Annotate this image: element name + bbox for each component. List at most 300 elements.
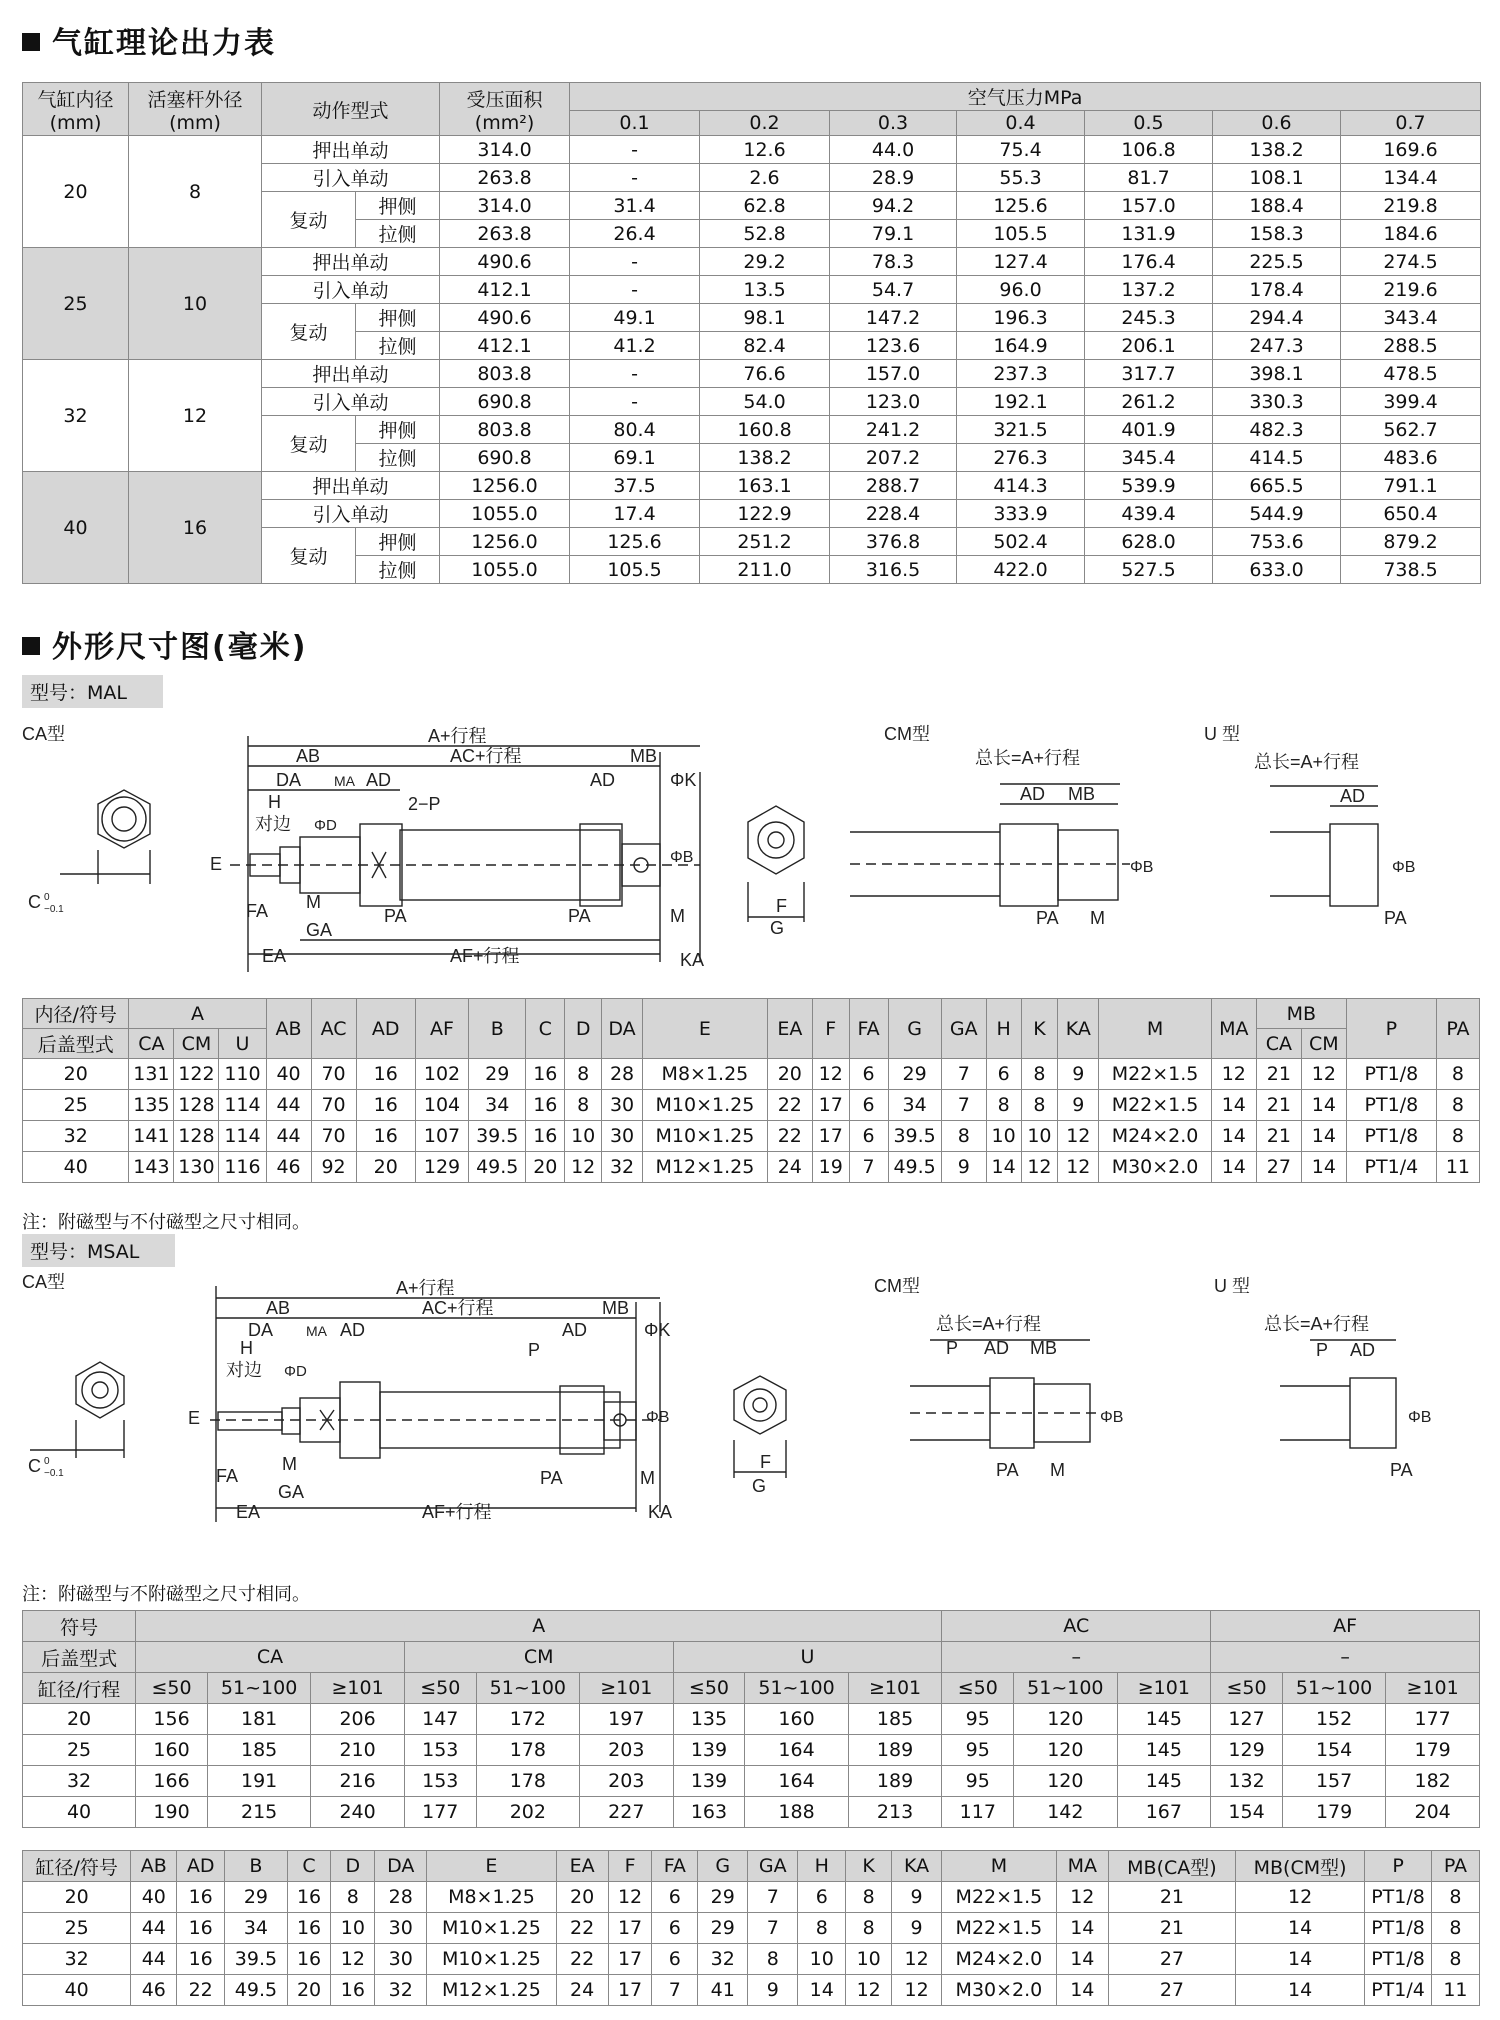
value-cell: 20 xyxy=(23,1882,131,1913)
header-cell: K xyxy=(1021,999,1058,1059)
value-cell: 10 xyxy=(1021,1121,1058,1152)
rod-cell: 8 xyxy=(129,136,262,248)
value-cell: 21 xyxy=(1108,1913,1235,1944)
value-cell: 142 xyxy=(1014,1797,1117,1828)
value-cell: 130 xyxy=(174,1152,219,1183)
msal-dim-g: G xyxy=(752,1476,767,1496)
value-cell: 321.5 xyxy=(957,416,1085,444)
msal-ca-type-label: CA型 xyxy=(22,1272,66,1292)
value-cell: 177 xyxy=(404,1797,476,1828)
action-cell: 押出单动 xyxy=(262,136,440,164)
header-pressure-value: 0.3 xyxy=(830,111,957,136)
value-cell: 527.5 xyxy=(1085,556,1213,584)
action-side-cell: 拉侧 xyxy=(356,332,440,360)
value-cell: 13.5 xyxy=(700,276,830,304)
header-cell: AC xyxy=(311,999,356,1059)
value-cell: 1256.0 xyxy=(440,528,570,556)
msal-dim-cm-mb: MB xyxy=(1030,1338,1057,1358)
value-cell: M10×1.25 xyxy=(427,1944,556,1975)
value-cell: 803.8 xyxy=(440,416,570,444)
section-title-force xyxy=(22,18,276,62)
value-cell: 55.3 xyxy=(957,164,1085,192)
header-pressure-value: 0.4 xyxy=(957,111,1085,136)
dim-ea: EA xyxy=(262,946,287,966)
action-cell: 押出单动 xyxy=(262,360,440,388)
value-cell: 12 xyxy=(1058,1152,1099,1183)
header-cell: CM xyxy=(404,1642,673,1673)
header-pressure-value: 0.5 xyxy=(1085,111,1213,136)
header-action: 动作型式 xyxy=(262,83,440,136)
header-cell: MB xyxy=(1256,999,1346,1029)
header-cell: 缸径/符号 xyxy=(23,1851,131,1882)
value-cell: 172 xyxy=(476,1704,579,1735)
value-cell: 40 xyxy=(23,1975,131,2006)
value-cell: 22 xyxy=(767,1090,812,1121)
value-cell: 544.9 xyxy=(1213,500,1341,528)
action-side-cell: 拉侧 xyxy=(356,444,440,472)
header-row xyxy=(23,1642,1480,1673)
value-cell: 25 xyxy=(23,1090,129,1121)
value-cell: 2.6 xyxy=(700,164,830,192)
dim-2p: 2−P xyxy=(408,794,441,814)
value-cell: 9 xyxy=(1058,1090,1099,1121)
value-cell: 29 xyxy=(888,1059,941,1090)
header-row xyxy=(23,1851,1480,1882)
value-cell: 30 xyxy=(375,1913,427,1944)
value-cell: 219.6 xyxy=(1341,276,1481,304)
action-cell: 押出单动 xyxy=(262,248,440,276)
value-cell: 96.0 xyxy=(957,276,1085,304)
value-cell: 102 xyxy=(415,1059,468,1090)
value-cell: 32 xyxy=(698,1944,748,1975)
value-cell: 39.5 xyxy=(888,1121,941,1152)
cm-rear-cap xyxy=(1000,824,1058,906)
value-cell: 17 xyxy=(812,1090,849,1121)
value-cell: 105.5 xyxy=(570,556,700,584)
value-cell: 16 xyxy=(356,1121,415,1152)
header-cell: P xyxy=(1346,999,1436,1059)
value-cell: 14 xyxy=(986,1152,1021,1183)
header-cell: CM xyxy=(174,1029,219,1059)
msal-cm-type-label: CM型 xyxy=(874,1276,920,1296)
msal-dim-c: C xyxy=(28,1456,41,1476)
value-cell: 28 xyxy=(375,1882,427,1913)
value-cell: - xyxy=(570,248,700,276)
value-cell: 34 xyxy=(888,1090,941,1121)
value-cell: 49.5 xyxy=(469,1152,526,1183)
value-cell: 95 xyxy=(942,1766,1014,1797)
value-cell: 26.4 xyxy=(570,220,700,248)
value-cell: 182 xyxy=(1386,1766,1480,1797)
value-cell: 24 xyxy=(767,1152,812,1183)
value-cell: M24×2.0 xyxy=(1099,1121,1212,1152)
value-cell: 145 xyxy=(1117,1766,1211,1797)
value-cell: - xyxy=(570,136,700,164)
value-cell: 44 xyxy=(266,1090,311,1121)
dim-k: ΦK xyxy=(670,770,697,790)
value-cell: 14 xyxy=(1235,1975,1364,2006)
header-cell: CM xyxy=(1301,1029,1346,1059)
value-cell: 8 xyxy=(1436,1121,1479,1152)
value-cell: 478.5 xyxy=(1341,360,1481,388)
value-cell: 158.3 xyxy=(1213,220,1341,248)
dim-pa: PA xyxy=(384,906,407,926)
value-cell: 127.4 xyxy=(957,248,1085,276)
msal-dim-ma: MA xyxy=(306,1323,327,1339)
value-cell: 114 xyxy=(219,1090,266,1121)
value-cell: 7 xyxy=(941,1059,986,1090)
value-cell: 44 xyxy=(131,1944,177,1975)
header-cell: G xyxy=(698,1851,748,1882)
value-cell: 399.4 xyxy=(1341,388,1481,416)
dim-ab: AB xyxy=(296,746,321,766)
value-cell: 70 xyxy=(311,1059,356,1090)
value-cell: 143 xyxy=(129,1152,174,1183)
action-cell: 复动 xyxy=(262,416,356,472)
header-cell: – xyxy=(1211,1642,1480,1673)
table-row xyxy=(23,136,1481,164)
value-cell: 343.4 xyxy=(1341,304,1481,332)
value-cell: 20 xyxy=(356,1152,415,1183)
value-cell: 192.1 xyxy=(957,388,1085,416)
value-cell: PT1/8 xyxy=(1365,1944,1432,1975)
header-cell: CA xyxy=(136,1642,405,1673)
header-cell: 符号 xyxy=(23,1611,136,1642)
value-cell: 422.0 xyxy=(957,556,1085,584)
ca-type-label: CA型 xyxy=(22,724,66,744)
header-cell: 内径/符号 xyxy=(23,999,129,1029)
header-cell: P xyxy=(1365,1851,1432,1882)
value-cell: 27 xyxy=(1108,1944,1235,1975)
value-cell: 7 xyxy=(849,1152,888,1183)
header-cell: 后盖型式 xyxy=(23,1642,136,1673)
msal-dim-c-tol-top: 0 xyxy=(44,1456,50,1467)
value-cell: 16 xyxy=(331,1975,375,2006)
header-cell: D xyxy=(565,999,602,1059)
force-table xyxy=(22,82,1481,584)
value-cell: 263.8 xyxy=(440,220,570,248)
msal-dim-ad: AD xyxy=(340,1320,366,1340)
bore-cell: 20 xyxy=(23,136,129,248)
value-cell: 40 xyxy=(131,1882,177,1913)
header-cell: DA xyxy=(375,1851,427,1882)
value-cell: M10×1.25 xyxy=(643,1090,768,1121)
header-cell: ≤50 xyxy=(1211,1673,1283,1704)
value-cell: 245.3 xyxy=(1085,304,1213,332)
msal-dim-cm-p: P xyxy=(946,1338,959,1358)
value-cell: 9 xyxy=(892,1913,942,1944)
value-cell: 204 xyxy=(1386,1797,1480,1828)
value-cell: 189 xyxy=(848,1735,942,1766)
value-cell: 227 xyxy=(580,1797,674,1828)
msal-dim-u-ad: AD xyxy=(1350,1340,1376,1360)
header-cell: 51~100 xyxy=(1282,1673,1385,1704)
value-cell: 216 xyxy=(311,1766,405,1797)
value-cell: 32 xyxy=(602,1152,643,1183)
value-cell: 314.0 xyxy=(440,192,570,220)
dim-u-b: ΦB xyxy=(1392,859,1416,876)
header-cell: D xyxy=(331,1851,375,1882)
value-cell: 138.2 xyxy=(700,444,830,472)
value-cell: 123.6 xyxy=(830,332,957,360)
dim-pa-rear: PA xyxy=(568,906,591,926)
value-cell: 21 xyxy=(1256,1090,1301,1121)
value-cell: 376.8 xyxy=(830,528,957,556)
value-cell: 12 xyxy=(1301,1059,1346,1090)
header-cell: EA xyxy=(767,999,812,1059)
dim-c-tol-top: 0 xyxy=(44,892,50,903)
value-cell: 114 xyxy=(219,1121,266,1152)
value-cell: 95 xyxy=(942,1704,1014,1735)
rear-hex-view xyxy=(748,806,804,874)
value-cell: 176.4 xyxy=(1085,248,1213,276)
header-cell: U xyxy=(673,1642,942,1673)
value-cell: 412.1 xyxy=(440,276,570,304)
value-cell: 120 xyxy=(1014,1735,1117,1766)
value-cell: 8 xyxy=(846,1882,892,1913)
value-cell: 14 xyxy=(1211,1152,1256,1183)
value-cell: 8 xyxy=(1436,1059,1479,1090)
dim-u-pa: PA xyxy=(1384,908,1407,928)
header-cell: AF xyxy=(415,999,468,1059)
value-cell: 22 xyxy=(556,1944,608,1975)
value-cell: PT1/8 xyxy=(1346,1059,1436,1090)
msal-dim-u-b: ΦB xyxy=(1408,1409,1432,1426)
value-cell: 414.5 xyxy=(1213,444,1341,472)
header-cell: 51~100 xyxy=(1014,1673,1117,1704)
value-cell: 189 xyxy=(848,1766,942,1797)
table-row xyxy=(23,1766,1480,1797)
value-cell: 141 xyxy=(129,1121,174,1152)
bore-cell: 32 xyxy=(23,360,129,472)
table-row xyxy=(23,1882,1480,1913)
table-row xyxy=(23,1704,1480,1735)
value-cell: 16 xyxy=(526,1090,565,1121)
value-cell: 211.0 xyxy=(700,556,830,584)
value-cell: 439.4 xyxy=(1085,500,1213,528)
value-cell: 157.0 xyxy=(830,360,957,388)
value-cell: 14 xyxy=(1301,1121,1346,1152)
value-cell: 20 xyxy=(23,1059,129,1090)
value-cell: 70 xyxy=(311,1121,356,1152)
header-cell: F xyxy=(608,1851,652,1882)
value-cell: 14 xyxy=(1235,1913,1364,1944)
header-cell: KA xyxy=(892,1851,942,1882)
value-cell: 52.8 xyxy=(700,220,830,248)
value-cell: 414.3 xyxy=(957,472,1085,500)
value-cell: 8 xyxy=(986,1090,1021,1121)
value-cell: PT1/4 xyxy=(1346,1152,1436,1183)
value-cell: PT1/8 xyxy=(1346,1121,1436,1152)
value-cell: 120 xyxy=(1014,1704,1117,1735)
value-cell: 16 xyxy=(356,1059,415,1090)
value-cell: 75.4 xyxy=(957,136,1085,164)
action-cell: 引入单动 xyxy=(262,276,440,304)
msal-dim-ka: KA xyxy=(648,1502,673,1522)
square-bullet-icon xyxy=(22,33,40,51)
table-row xyxy=(23,472,1481,500)
value-cell: 8 xyxy=(1021,1090,1058,1121)
value-cell: 263.8 xyxy=(440,164,570,192)
value-cell: - xyxy=(570,388,700,416)
value-cell: 8 xyxy=(1431,1944,1479,1975)
value-cell: M22×1.5 xyxy=(942,1882,1057,1913)
value-cell: 122 xyxy=(174,1059,219,1090)
value-cell: 19 xyxy=(812,1152,849,1183)
header-row xyxy=(23,83,1481,111)
value-cell: 104 xyxy=(415,1090,468,1121)
value-cell: 12 xyxy=(892,1975,942,2006)
header-cell: E xyxy=(427,1851,556,1882)
value-cell: 145 xyxy=(1117,1735,1211,1766)
value-cell: M22×1.5 xyxy=(942,1913,1057,1944)
value-cell: 690.8 xyxy=(440,444,570,472)
value-cell: 160.8 xyxy=(700,416,830,444)
value-cell: 54.0 xyxy=(700,388,830,416)
value-cell: 40 xyxy=(23,1797,136,1828)
value-cell: - xyxy=(570,360,700,388)
header-area: 受压面积 (mm²) xyxy=(440,83,570,136)
value-cell: 665.5 xyxy=(1213,472,1341,500)
note-mal: 注：附磁型与不付磁型之尺寸相同。 xyxy=(22,1212,310,1233)
value-cell: 12 xyxy=(1021,1152,1058,1183)
header-cell: B xyxy=(469,999,526,1059)
value-cell: 128 xyxy=(174,1121,219,1152)
header-cell: PA xyxy=(1431,1851,1479,1882)
value-cell: 39.5 xyxy=(225,1944,288,1975)
value-cell: 502.4 xyxy=(957,528,1085,556)
value-cell: 10 xyxy=(798,1944,846,1975)
value-cell: 879.2 xyxy=(1341,528,1481,556)
value-cell: 203 xyxy=(580,1766,674,1797)
value-cell: 10 xyxy=(986,1121,1021,1152)
value-cell: 9 xyxy=(941,1152,986,1183)
header-cell: A xyxy=(129,999,266,1029)
value-cell: 9 xyxy=(748,1975,798,2006)
value-cell: 8 xyxy=(1431,1882,1479,1913)
action-cell: 复动 xyxy=(262,192,356,248)
value-cell: 803.8 xyxy=(440,360,570,388)
value-cell: 17 xyxy=(608,1975,652,2006)
dim-across-flats: 对边 xyxy=(255,814,291,834)
msal-dim-mb: MB xyxy=(602,1298,629,1318)
value-cell: 261.2 xyxy=(1085,388,1213,416)
value-cell: 29 xyxy=(698,1913,748,1944)
value-cell: 10 xyxy=(331,1913,375,1944)
value-cell: PT1/8 xyxy=(1365,1882,1432,1913)
header-cell: A xyxy=(136,1611,942,1642)
value-cell: 98.1 xyxy=(700,304,830,332)
header-cell: K xyxy=(846,1851,892,1882)
value-cell: 32 xyxy=(375,1975,427,2006)
header-cell: H xyxy=(986,999,1021,1059)
dim-cm-b: ΦB xyxy=(1130,859,1154,876)
header-bore: 气缸内径 (mm) xyxy=(23,83,129,136)
value-cell: 8 xyxy=(565,1090,602,1121)
header-cell: CA xyxy=(129,1029,174,1059)
header-cell: AB xyxy=(131,1851,177,1882)
value-cell: 92 xyxy=(311,1152,356,1183)
u-rear-cap xyxy=(1330,824,1378,906)
square-bullet-icon xyxy=(22,637,40,655)
value-cell: 46 xyxy=(131,1975,177,2006)
value-cell: 16 xyxy=(177,1913,225,1944)
dim-m: M xyxy=(306,892,321,912)
dim-da: DA xyxy=(276,770,302,790)
msal-dimension-drawing xyxy=(0,1262,1500,1532)
header-cell: KA xyxy=(1058,999,1099,1059)
action-side-cell: 拉侧 xyxy=(356,556,440,584)
value-cell: 153 xyxy=(404,1735,476,1766)
header-cell: FA xyxy=(652,1851,698,1882)
value-cell: 6 xyxy=(849,1059,888,1090)
value-cell: 135 xyxy=(673,1704,745,1735)
header-cell: 51~100 xyxy=(476,1673,579,1704)
value-cell: M30×2.0 xyxy=(942,1975,1057,2006)
value-cell: 14 xyxy=(1301,1090,1346,1121)
value-cell: 156 xyxy=(136,1704,208,1735)
value-cell: 203 xyxy=(580,1735,674,1766)
table-row xyxy=(23,1059,1480,1090)
value-cell: 490.6 xyxy=(440,304,570,332)
section-title-text: 气缸理论出力表 xyxy=(52,26,276,61)
value-cell: 37.5 xyxy=(570,472,700,500)
header-cell: H xyxy=(798,1851,846,1882)
msal-dim-c-tol-bot: −0.1 xyxy=(44,1468,64,1479)
msal-dim-fa: FA xyxy=(216,1466,239,1486)
value-cell: 197 xyxy=(580,1704,674,1735)
msal-dim-d: ΦD xyxy=(284,1363,307,1380)
dim-b: ΦB xyxy=(670,849,694,866)
action-side-cell: 押侧 xyxy=(356,416,440,444)
msal-dim-pa: PA xyxy=(540,1468,563,1488)
value-cell: 10 xyxy=(565,1121,602,1152)
value-cell: 8 xyxy=(565,1059,602,1090)
header-cell: ≤50 xyxy=(136,1673,208,1704)
value-cell: 16 xyxy=(287,1913,331,1944)
value-cell: 17 xyxy=(608,1913,652,1944)
value-cell: 31.4 xyxy=(570,192,700,220)
value-cell: 14 xyxy=(798,1975,846,2006)
value-cell: 12.6 xyxy=(700,136,830,164)
dim-a-stroke: A+行程 xyxy=(428,726,487,746)
value-cell: 116 xyxy=(219,1152,266,1183)
dim-fa: FA xyxy=(246,901,269,921)
value-cell: 62.8 xyxy=(700,192,830,220)
value-cell: 633.0 xyxy=(1213,556,1341,584)
value-cell: 206 xyxy=(311,1704,405,1735)
value-cell: 191 xyxy=(207,1766,310,1797)
value-cell: 288.5 xyxy=(1341,332,1481,360)
msal-dim-total-cm: 总长=A+行程 xyxy=(936,1314,1042,1334)
value-cell: M10×1.25 xyxy=(643,1121,768,1152)
value-cell: 166 xyxy=(136,1766,208,1797)
value-cell: 147 xyxy=(404,1704,476,1735)
value-cell: 29 xyxy=(698,1882,748,1913)
value-cell: 129 xyxy=(1211,1735,1283,1766)
model-tag-msal: 型号：MSAL xyxy=(22,1234,175,1267)
value-cell: 163 xyxy=(673,1797,745,1828)
value-cell: 164 xyxy=(745,1766,848,1797)
value-cell: 157 xyxy=(1282,1766,1385,1797)
dim-h: H xyxy=(268,792,281,812)
header-pressure-value: 0.6 xyxy=(1213,111,1341,136)
value-cell: 401.9 xyxy=(1085,416,1213,444)
value-cell: 108.1 xyxy=(1213,164,1341,192)
msal-dim-e: E xyxy=(188,1408,201,1428)
dim-ad-rear: AD xyxy=(590,770,616,790)
value-cell: 28.9 xyxy=(830,164,957,192)
